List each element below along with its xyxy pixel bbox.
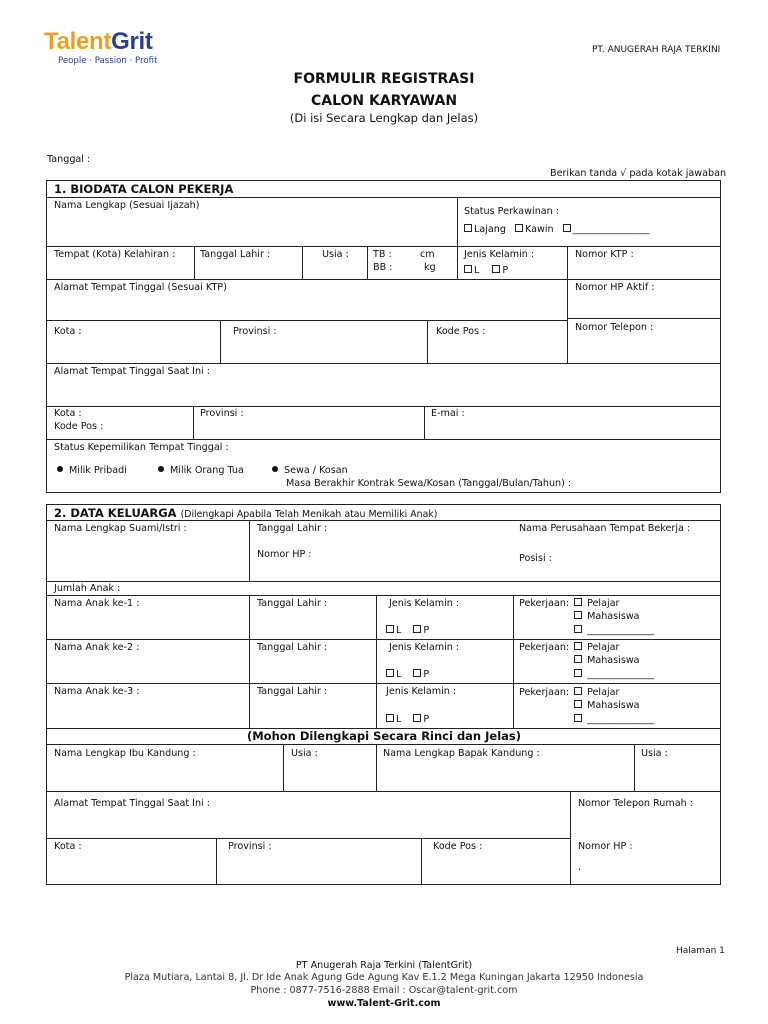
anak-1-pelajar-option[interactable] [574,598,619,609]
talentgrit-logo [44,28,153,56]
usia-label: Usia : [322,249,349,260]
anak-3-pekerjaan-label: Pekerjaan: [519,687,570,698]
kode-pos-2-label: Kode Pos : [54,421,104,432]
bapak-label: Nama Lengkap Bapak Kandung : [383,748,540,759]
anak-3-pelajar-option[interactable] [574,687,619,698]
anak-2-nama-label: Nama Anak ke-2 : [54,642,140,653]
perusahaan-label: Nama Perusahaan Tempat Bekerja : [519,523,691,534]
status-kepemilikan-label: Status Kepemilikan Tempat Tinggal : [54,442,229,453]
milik-orang-tua-label: Milik Orang Tua [170,465,244,476]
section-2-title-text: 2. DATA KELUARGA [54,506,177,520]
hp-ortu-label: Nomor HP : [578,841,633,852]
anak-2-l-label: L [396,669,402,680]
checkbox-icon [574,687,582,695]
company-name: PT. ANUGERAH RAJA TERKINI [592,45,721,55]
anak-3-lain-option[interactable] [574,714,654,725]
masa-kontrak-label: Masa Berakhir Kontrak Sewa/Kosan (Tanggal/Bulan/Tahun) : [286,478,572,489]
posisi-label: Posisi : [519,553,552,564]
footer-contact: Phone : 0877-7516-2888 Email : Oscar@talent-grit.com [250,985,518,996]
tanggal-lahir-label: Tanggal Lahir : [200,249,271,260]
cm-unit: cm [420,249,435,260]
pasangan-tgl-lahir-label: Tanggal Lahir : [257,523,328,534]
bb-label: BB : [373,262,393,273]
anak-1-jk-options [386,625,429,636]
anak-3-l-checkbox[interactable] [386,714,394,722]
section-1-title: 1. BIODATA CALON PEKERJA [54,182,234,196]
anak-2-p-label: P [423,669,430,680]
alamat-kini-label: Alamat Tempat Tinggal Saat Ini : [54,366,211,377]
mahasiswa-label: Mahasiswa [587,655,640,666]
anak-1-l-checkbox[interactable] [386,625,394,633]
lain-blank: ______________ [587,714,655,725]
instruction-text: Berikan tanda √ pada kotak jawaban [550,168,727,179]
form-subtitle: (Di isi Secara Lengkap dan Jelas) [289,111,479,125]
checkbox-icon [574,655,582,663]
pasangan-hp-label: Nomor HP : [257,549,312,560]
anak-2-lain-option[interactable] [574,669,654,680]
milik-pribadi-option[interactable] [57,465,127,476]
anak-3-l-label: L [396,714,402,725]
jumlah-anak-label: Jumlah Anak : [54,583,121,594]
provinsi-2-label: Provinsi : [200,408,244,419]
kota-label: Kota : [54,326,82,337]
kota-2-label: Kota : [54,408,82,419]
parents-header: (Mohon Dilengkapi Secara Rinci dan Jelas) [246,729,522,743]
section-2-title [54,506,437,520]
tanggal-label: Tanggal : [47,154,91,165]
anak-2-pekerjaan-label: Pekerjaan: [519,642,570,653]
bullet-icon [272,466,278,472]
jenis-kelamin-label: Jenis Kelamin : [464,249,535,260]
lain-blank: ______________ [587,625,655,636]
telepon-rumah-label: Nomor Telepon Rumah : [578,798,693,809]
alamat-ortu-label: Alamat Tempat Tinggal Saat Ini : [54,798,211,809]
anak-1-p-checkbox[interactable] [413,625,421,633]
hp-ortu-dot: . [578,862,582,873]
provinsi-label: Provinsi : [233,326,277,337]
checkbox-icon [574,669,582,677]
anak-2-jk-label: Jenis Kelamin : [389,642,460,653]
pelajar-label: Pelajar [587,598,620,609]
mahasiswa-label: Mahasiswa [587,700,640,711]
checkbox-icon [574,642,582,650]
kode-pos-label: Kode Pos : [436,326,486,337]
pelajar-label: Pelajar [587,687,620,698]
footer-address: Plaza Mutiara, Lantai 8, Jl. Dr Ide Anak Agung Gde Agung Kav E.1.2 Mega Kuningan Jakarta 12950 Indonesia [124,972,644,983]
usia-ibu-label: Usia : [291,748,318,759]
section-2-title-note: (Dilengkapi Apabila Telah Menikah atau Memiliki Anak) [180,509,438,520]
logo-text-talent: Talent [44,28,112,55]
anak-1-nama-label: Nama Anak ke-1 : [54,598,140,609]
anak-3-nama-label: Nama Anak ke-3 : [54,686,140,697]
milik-orang-tua-option[interactable] [158,465,244,476]
anak-1-l-label: L [396,625,402,636]
jk-l-checkbox[interactable] [464,265,472,273]
anak-1-lain-option[interactable] [574,625,654,636]
alamat-ktp-label: Alamat Tempat Tinggal (Sesuai KTP) [54,282,227,293]
anak-1-p-label: P [423,625,430,636]
section-2-frame [46,504,721,885]
ibu-label: Nama Lengkap Ibu Kandung : [54,748,196,759]
sewa-option[interactable] [272,465,348,476]
kawin-checkbox[interactable] [515,224,523,232]
logo-tagline: People · Passion · Profit [58,56,158,66]
checkbox-icon [574,625,582,633]
kawin-label: Kawin [525,224,554,235]
anak-1-pekerjaan-label: Pekerjaan: [519,598,570,609]
jenis-kelamin-options [464,265,508,276]
nama-pasangan-label: Nama Lengkap Suami/Istri : [54,523,187,534]
nomor-telepon-label: Nomor Telepon : [575,322,654,333]
checkbox-icon [574,598,582,606]
checkbox-icon [574,700,582,708]
anak-1-jk-label: Jenis Kelamin : [389,598,460,609]
pelajar-label: Pelajar [587,642,620,653]
anak-1-tgl-label: Tanggal Lahir : [257,598,328,609]
other-status-checkbox[interactable] [563,224,571,232]
anak-3-tgl-label: Tanggal Lahir : [257,686,328,697]
anak-2-l-checkbox[interactable] [386,669,394,677]
anak-3-jk-options [386,714,429,725]
email-label: E-mai : [431,408,465,419]
kota-ortu-label: Kota : [54,841,82,852]
anak-3-p-label: P [423,714,430,725]
tempat-lahir-label: Tempat (Kota) Kelahiran : [54,249,176,260]
mahasiswa-label: Mahasiswa [587,611,640,622]
checkbox-icon [574,611,582,619]
checkbox-icon [574,714,582,722]
other-status-blank[interactable]: ________________ [572,224,650,235]
bullet-icon [57,466,63,472]
anak-3-jk-label: Jenis Kelamin : [386,686,457,697]
tb-label: TB : [373,249,392,260]
anak-2-p-checkbox[interactable] [413,669,421,677]
milik-pribadi-label: Milik Pribadi [69,465,127,476]
anak-2-mahasiswa-option[interactable] [574,655,640,666]
sewa-label: Sewa / Kosan [284,465,348,476]
anak-1-mahasiswa-option[interactable] [574,611,640,622]
status-perkawinan-label: Status Perkawinan : [464,206,560,217]
jk-l-label: L [474,265,480,276]
provinsi-ortu-label: Provinsi : [228,841,272,852]
bullet-icon [158,466,164,472]
footer-website[interactable]: www.Talent-Grit.com [327,998,441,1009]
kode-pos-ortu-label: Kode Pos : [433,841,483,852]
jk-p-label: P [502,265,509,276]
nama-lengkap-label: Nama Lengkap (Sesuai Ijazah) [54,200,200,211]
jk-p-checkbox[interactable] [492,265,500,273]
footer-company: PT Anugerah Raja Terkini (TalentGrit) [295,960,473,971]
anak-3-mahasiswa-option[interactable] [574,700,640,711]
usia-bapak-label: Usia : [641,748,668,759]
anak-3-p-checkbox[interactable] [413,714,421,722]
anak-2-pelajar-option[interactable] [574,642,619,653]
logo-text-grit: Grit [111,28,153,55]
status-perkawinan-options [464,224,649,235]
lajang-checkbox[interactable] [464,224,472,232]
form-title: FORMULIR REGISTRASI [293,71,475,87]
form-title-2: CALON KARYAWAN [310,93,458,109]
anak-2-tgl-label: Tanggal Lahir : [257,642,328,653]
page-number: Halaman 1 [676,946,725,956]
anak-2-jk-options [386,669,429,680]
nomor-hp-label: Nomor HP Aktif : [575,282,655,293]
nomor-ktp-label: Nomor KTP : [575,249,634,260]
lain-blank: ______________ [587,669,655,680]
lajang-label: Lajang [474,224,506,235]
kg-unit: kg [424,262,436,273]
